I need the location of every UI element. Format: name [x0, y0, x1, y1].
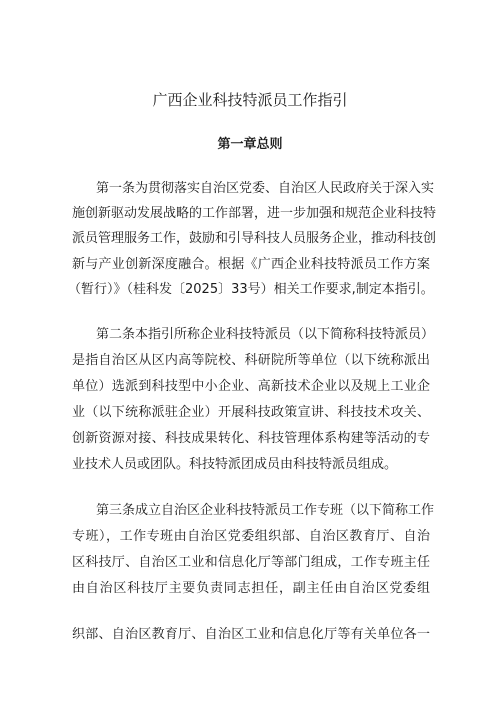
- document-title: 广西企业科技特派员工作指引: [152, 91, 348, 109]
- article2-line: 第二条本指引所称企业科技特派员（以下简称科技特派员）: [96, 327, 435, 342]
- article1-line: 派员管理服务工作，鼓励和引导科技人员服务企业，推动科技创: [72, 231, 437, 246]
- article2-line: 单位）选派到科技型中小企业、高新技术企业以及规上工业企: [72, 379, 430, 394]
- article3-line: 区科技厅、自治区工业和信息化厅等部门组成，工作专班主任: [72, 555, 430, 570]
- article3-line: 由自治区科技厅主要负责同志担任，副主任由自治区党委组: [72, 581, 430, 596]
- article3-line: 第三条成立自治区企业科技特派员工作专班（以下简称工作: [96, 503, 435, 518]
- article1-line: （暂行）》（桂科发〔2025〕33号）相关工作要求,制定本指引。: [68, 282, 434, 297]
- article1-line: 第一条为贯彻落实自治区党委、自治区人民政府关于深入实: [96, 181, 435, 196]
- article2-line: 创新资源对接、科技成果转化、科技管理体系构建等活动的专: [72, 431, 430, 446]
- article3-line: 专班），工作专班由自治区党委组织部、自治区教育厅、自治: [72, 529, 430, 544]
- article1-line: 施创新驱动发展战略的工作部署，进一步加强和规范企业科技特: [72, 206, 437, 221]
- article2-line: 是指自治区从区内高等院校、科研院所等单位（以下统称派出: [72, 353, 430, 368]
- article2-line: 业（以下统称派驻企业）开展科技政策宣讲、科技技术攻关、: [72, 405, 430, 420]
- article3-line: 织部、自治区教育厅、自治区工业和信息化厅等有关单位各一: [72, 627, 430, 642]
- article2-line: 业技术人员或团队。科技特派团成员由科技特派员组成。: [72, 457, 398, 472]
- chapter-title: 第一章总则: [217, 137, 283, 152]
- article1-line: 新与产业创新深度融合。根据《广西企业科技特派员工作方案: [72, 257, 430, 272]
